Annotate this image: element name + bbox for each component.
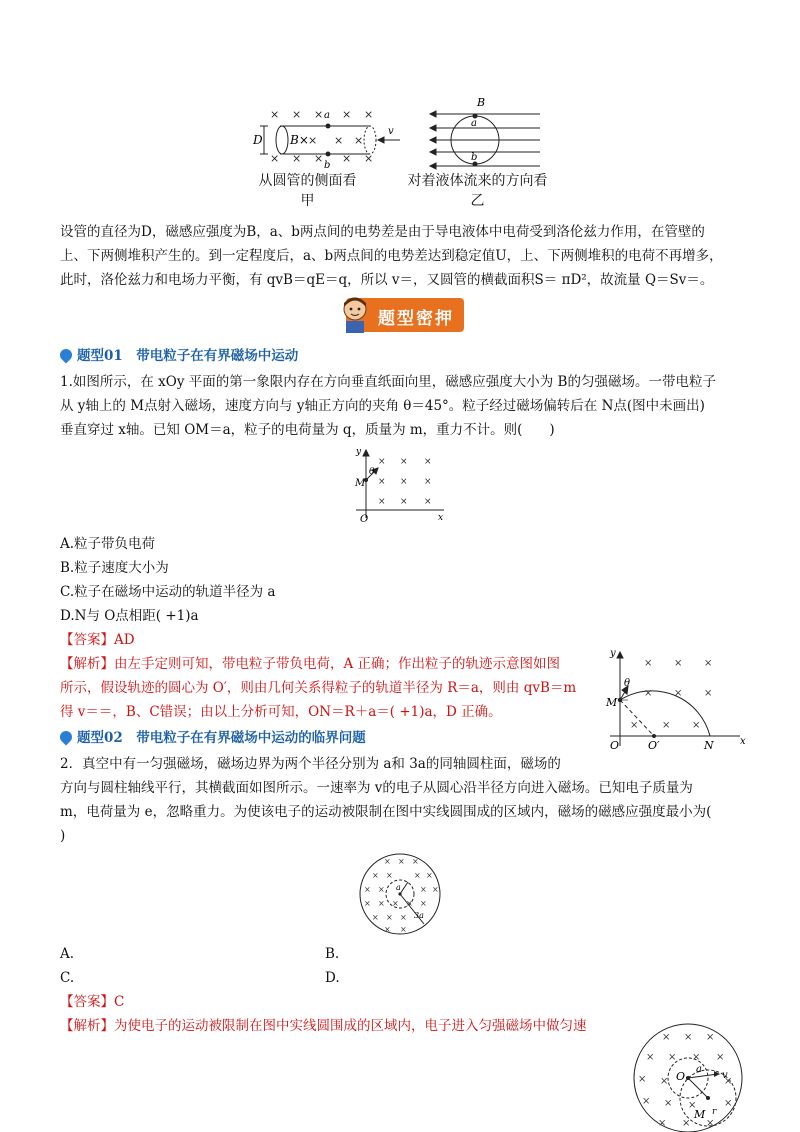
q1-x-label: x bbox=[438, 513, 444, 523]
svg-text:×: × bbox=[372, 871, 379, 880]
svg-text:×: × bbox=[386, 871, 393, 880]
q1e-N-label: N bbox=[704, 739, 714, 752]
svg-text:×: × bbox=[688, 1100, 697, 1111]
teacher-icon bbox=[338, 294, 372, 334]
q1-explanation-figure bbox=[600, 646, 750, 752]
label-D: D bbox=[253, 133, 263, 147]
q1e-O2-label: O′ bbox=[648, 739, 660, 752]
tube-crosses bbox=[270, 108, 373, 165]
type1-heading-text: 题型01 带电粒子在有界磁场中运动 bbox=[77, 348, 299, 364]
caption-right: 对着液体流来的方向看 bbox=[407, 173, 548, 189]
svg-text:×: × bbox=[342, 108, 352, 121]
svg-text:×: × bbox=[426, 871, 433, 880]
q1e-M-label: M bbox=[606, 696, 618, 709]
svg-text:×: × bbox=[392, 899, 399, 908]
intro-line-2: 上、下两侧堆积产生的。到一定程度后，a、b两点间的电势差达到稳定值U，上、下两侧堆积的电荷不再增多， bbox=[60, 248, 723, 264]
svg-text:×: × bbox=[420, 899, 427, 908]
svg-text:×: × bbox=[364, 885, 371, 894]
q2-line-2: 方向与圆柱轴线平行，其横截面如图所示。一速率为 v的电子从圆心沿半径方向进入磁场。已知电子质量为 bbox=[60, 780, 693, 796]
label-B2: B bbox=[477, 96, 486, 109]
label-a: a bbox=[324, 110, 330, 121]
section-banner bbox=[346, 298, 464, 332]
label-b2: b bbox=[471, 152, 478, 163]
svg-text:×: × bbox=[414, 871, 421, 880]
q2e-r-label: r bbox=[712, 1107, 717, 1117]
svg-text:×: × bbox=[378, 885, 385, 894]
svg-text:×: × bbox=[644, 688, 653, 699]
svg-text:×: × bbox=[372, 913, 379, 922]
q2-line-3: m，电荷量为 e，忽略重力。为使该电子的运动被限制在图中实线圆围成的区域内，磁场的磁感应强度最小为( bbox=[60, 804, 712, 820]
svg-text:×: × bbox=[646, 1052, 655, 1063]
q2-option-c: C. bbox=[60, 970, 75, 986]
intro-line-3: 此时，洛伦兹力和电场力平衡，有 qvB＝qE＝q，所以 v＝，又圆管的横截面积S＝ πD²，故流量 Q＝Sv＝。 bbox=[60, 272, 714, 288]
q2e-v-label: v bbox=[722, 1070, 728, 1081]
svg-text:×: × bbox=[412, 857, 419, 866]
q1-option-c: C.粒子在磁场中运动的轨道半径为 a bbox=[60, 584, 276, 600]
q1-line-1: 1.如图所示，在 xOy 平面的第一象限内存在方向垂直纸面向里，磁感应强度大小为 B的匀强磁场。一带电粒子 bbox=[60, 374, 716, 390]
svg-text:×: × bbox=[420, 885, 427, 894]
svg-text:×: × bbox=[724, 1098, 733, 1109]
pin-icon bbox=[58, 729, 75, 746]
banner-title: 题型密押 bbox=[378, 309, 454, 329]
svg-text:×: × bbox=[704, 658, 713, 669]
label-v: v bbox=[388, 126, 394, 137]
label-b: b bbox=[324, 160, 331, 171]
q2-option-a: A. bbox=[60, 946, 75, 962]
q2-explanation-1: 【解析】为使电子的运动被限制在图中实线圆围成的区域内，电子进入匀强磁场中做匀速 bbox=[60, 1018, 587, 1034]
caption-left: 从圆管的侧面看 bbox=[258, 173, 357, 189]
q1e-O-label: O bbox=[610, 739, 620, 752]
q1-option-b: B.粒子速度大小为 bbox=[60, 560, 169, 576]
svg-text:×: × bbox=[400, 925, 407, 934]
q1-y-label: y bbox=[356, 447, 362, 457]
type1-heading bbox=[60, 346, 298, 366]
q2-figure bbox=[358, 852, 442, 936]
pin-icon bbox=[58, 347, 75, 364]
q1-line-3: 垂直穿过 x轴。已知 OM＝a，粒子的电荷量为 q，质量为 m，重力不计。则( ) bbox=[60, 422, 555, 438]
type2-heading bbox=[60, 728, 366, 748]
label-B: B× bbox=[290, 133, 309, 147]
q2-explanation-figure bbox=[632, 1022, 744, 1132]
q1e-x-label: x bbox=[740, 736, 746, 747]
svg-text:×: × bbox=[386, 913, 393, 922]
svg-text:×: × bbox=[684, 1032, 693, 1043]
svg-text:×: × bbox=[704, 688, 713, 699]
q1-M-label: M bbox=[355, 478, 366, 489]
svg-text:×: × bbox=[642, 1096, 651, 1107]
q2e-M-label: M bbox=[694, 1108, 706, 1121]
svg-text:×: × bbox=[706, 1032, 715, 1043]
q2-line-4: ) bbox=[60, 828, 66, 844]
svg-text:×: × bbox=[364, 152, 374, 165]
q1-O-label: O bbox=[360, 514, 369, 525]
svg-text:×: × bbox=[716, 1052, 725, 1063]
svg-text:×: × bbox=[668, 1052, 677, 1063]
svg-text:×: × bbox=[400, 913, 407, 922]
svg-text:×: × bbox=[378, 497, 386, 507]
svg-text:×: × bbox=[314, 108, 324, 121]
q1-explanation-2: 所示，假设轨迹的圆心为 O′，则由几何关系得粒子的轨道半径为 R＝a，则由 qvB＝m bbox=[60, 680, 577, 696]
svg-text:×: × bbox=[308, 134, 318, 147]
svg-text:×: × bbox=[664, 1098, 673, 1109]
svg-text:×: × bbox=[398, 857, 405, 866]
svg-text:×: × bbox=[630, 720, 639, 731]
q2-3a-label: 3a bbox=[414, 911, 424, 920]
svg-text:×: × bbox=[364, 899, 371, 908]
svg-text:×: × bbox=[400, 457, 408, 467]
cross-section-view bbox=[430, 111, 540, 169]
q1-option-a: A.粒子带负电荷 bbox=[60, 536, 156, 552]
caption-left-sub: 甲 bbox=[300, 193, 315, 209]
svg-text:×: × bbox=[638, 1074, 647, 1085]
svg-text:×: × bbox=[406, 899, 413, 908]
svg-text:×: × bbox=[724, 1076, 733, 1087]
svg-text:×: × bbox=[364, 108, 374, 121]
svg-text:×: × bbox=[400, 477, 408, 487]
q1-option-d: D.N与 O点相距( +1)a bbox=[60, 608, 199, 624]
svg-text:×: × bbox=[378, 457, 386, 467]
svg-text:×: × bbox=[660, 1076, 669, 1087]
q1-answer: 【答案】AD bbox=[60, 632, 135, 648]
svg-text:×: × bbox=[424, 497, 432, 507]
intro-line-1: 设管的直径为D，磁感应强度为B，a、b两点间的电势差是由于导电液体中电荷受到洛伦兹力作用，在管壁的 bbox=[60, 224, 705, 240]
svg-text:×: × bbox=[682, 1118, 691, 1129]
q1-line-2: 从 y轴上的 M点射入磁场，速度方向与 y轴正方向的夹角 θ＝45°。粒子经过磁场偏转后在 N点(图中未画出) bbox=[60, 398, 705, 414]
svg-text:×: × bbox=[342, 152, 352, 165]
svg-text:×: × bbox=[424, 457, 432, 467]
q1e-theta-label: θ bbox=[624, 678, 631, 689]
q2e-a-label: a bbox=[696, 1064, 702, 1075]
q1-figure bbox=[352, 446, 452, 526]
svg-text:×: × bbox=[378, 899, 385, 908]
svg-text:×: × bbox=[658, 1118, 667, 1129]
svg-text:×: × bbox=[674, 658, 683, 669]
q1-explanation-1: 【解析】由左手定则可知，带电粒子带负电荷，A 正确；作出粒子的轨迹示意图如图 bbox=[60, 656, 561, 672]
tube-side-view bbox=[260, 124, 400, 156]
svg-text:×: × bbox=[334, 134, 344, 147]
svg-text:×: × bbox=[270, 108, 280, 121]
svg-text:×: × bbox=[692, 1052, 701, 1063]
svg-text:×: × bbox=[270, 152, 280, 165]
svg-text:×: × bbox=[644, 658, 653, 669]
label-a2: a bbox=[471, 118, 477, 129]
svg-text:×: × bbox=[384, 857, 391, 866]
svg-text:×: × bbox=[662, 720, 671, 731]
svg-text:×: × bbox=[384, 925, 391, 934]
q2-line-1: 2．真空中有一匀强磁场，磁场边界为两个半径分别为 a和 3a的同轴圆柱面，磁场的 bbox=[60, 756, 561, 772]
svg-text:×: × bbox=[692, 720, 701, 731]
q2e-O-label: O bbox=[676, 1070, 686, 1083]
svg-text:×: × bbox=[292, 152, 302, 165]
svg-text:×: × bbox=[292, 108, 302, 121]
svg-text:×: × bbox=[706, 1118, 715, 1129]
svg-text:×: × bbox=[432, 885, 439, 894]
svg-text:×: × bbox=[378, 477, 386, 487]
q1-explanation-3: 得 v＝＝，B、C错误；由以上分析可知，ON＝R＋a＝( +1)a，D 正确。 bbox=[60, 704, 502, 720]
q2-option-b: B. bbox=[325, 946, 340, 962]
q2-a-label: a bbox=[396, 883, 401, 892]
svg-text:×: × bbox=[400, 497, 408, 507]
q2-answer: 【答案】C bbox=[60, 994, 125, 1010]
svg-text:×: × bbox=[354, 134, 364, 147]
svg-text:×: × bbox=[674, 688, 683, 699]
svg-text:×: × bbox=[424, 477, 432, 487]
q1e-y-label: y bbox=[610, 648, 616, 659]
type2-heading-text: 题型02 带电粒子在有界磁场中运动的临界问题 bbox=[77, 730, 366, 746]
q1-theta-label: θ bbox=[369, 467, 375, 477]
q2-option-d: D. bbox=[325, 970, 340, 986]
svg-text:×: × bbox=[314, 152, 324, 165]
caption-right-sub: 乙 bbox=[470, 193, 485, 209]
svg-text:×: × bbox=[662, 1032, 671, 1043]
